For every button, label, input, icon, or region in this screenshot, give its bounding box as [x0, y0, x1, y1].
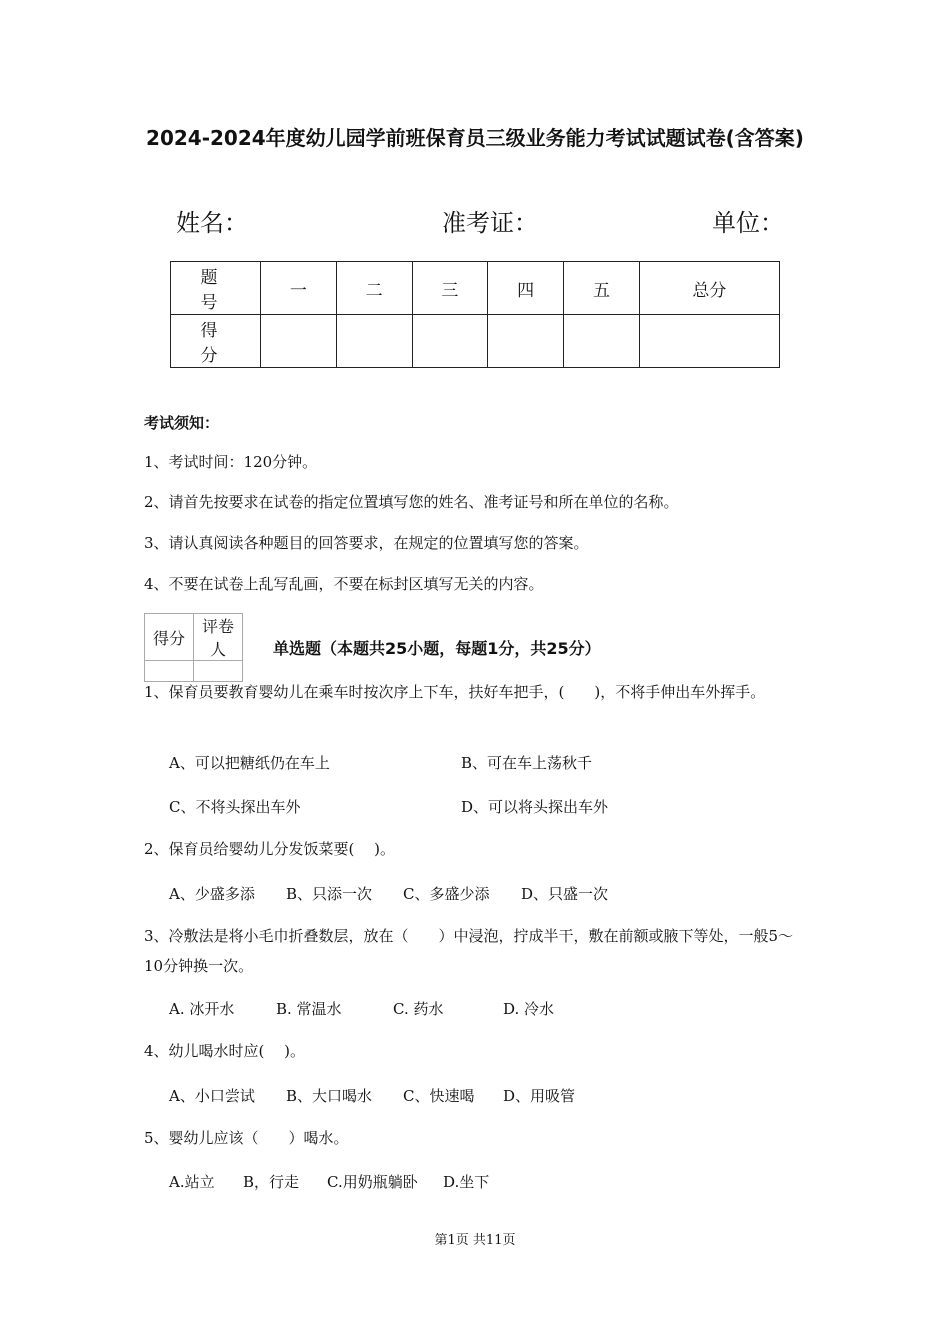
document-title: 2024-2024年度幼儿园学前班保育员三级业务能力考试试题试卷(含答案): [146, 126, 804, 150]
option-b[interactable]: B、只添一次: [286, 885, 373, 903]
name-label: 姓名：: [176, 209, 248, 237]
option-b[interactable]: B、可在车上荡秋千: [461, 754, 593, 772]
exam-id-label: 准考证：: [442, 209, 538, 237]
score-table-cell: 一: [261, 262, 337, 315]
score-table-cell: 四: [488, 262, 564, 315]
question-options: [169, 1171, 489, 1192]
score-table-cell: 题 号: [171, 262, 261, 315]
notice-item: 2、请首先按要求在试卷的指定位置填写您的姓名、准考证号和所在单位的名称。: [144, 493, 679, 511]
option-d[interactable]: D、用吸管: [503, 1087, 576, 1105]
option-a[interactable]: A. 冰开水: [169, 1000, 235, 1018]
grader-score-label: 得分: [145, 614, 194, 661]
option-c[interactable]: C. 药水: [393, 1000, 444, 1018]
option-d[interactable]: D.坐下: [443, 1173, 490, 1191]
grader-name-label: 评卷人: [194, 614, 243, 661]
option-d[interactable]: D. 冷水: [503, 1000, 555, 1018]
score-input-cell[interactable]: [488, 315, 564, 368]
score-table-cell: 得 分: [171, 315, 261, 368]
question-options: [169, 1085, 575, 1106]
option-a[interactable]: A、少盛多添: [169, 885, 255, 903]
option-d[interactable]: D、只盛一次: [521, 885, 609, 903]
question-stem: 1、保育员要教育婴幼儿在乘车时按次序上下车，扶好车把手，( )，不将手伸出车外挥手。: [144, 683, 766, 701]
option-c[interactable]: C.用奶瓶躺卧: [327, 1173, 418, 1191]
option-c[interactable]: C、快速喝: [403, 1087, 475, 1105]
question-stem: 2、保育员给婴幼儿分发饭菜要( )。: [144, 840, 396, 858]
notice-heading: 考试须知：: [144, 414, 220, 432]
question-options: [169, 998, 554, 1019]
option-d[interactable]: D、可以将头探出车外: [461, 798, 609, 816]
score-table-header-row: [171, 262, 780, 315]
section-title: 单选题（本题共25小题，每题1分，共25分）: [273, 639, 601, 658]
option-b[interactable]: B. 常温水: [276, 1000, 342, 1018]
score-table: [170, 261, 780, 368]
option-a[interactable]: A、小口尝试: [169, 1087, 255, 1105]
option-c[interactable]: C、多盛少添: [403, 885, 490, 903]
option-b[interactable]: B，行走: [243, 1173, 300, 1191]
option-a[interactable]: A、可以把糖纸仍在车上: [169, 754, 330, 772]
score-input-cell[interactable]: [639, 315, 779, 368]
option-b[interactable]: B、大口喝水: [286, 1087, 373, 1105]
option-c[interactable]: C、不将头探出车外: [169, 798, 301, 816]
question-options: [169, 796, 608, 817]
score-table-cell: 五: [564, 262, 640, 315]
question-stem: 3、冷敷法是将小毛巾折叠数层，放在（ ）中浸泡，拧成半干，敷在前额或腋下等处，一般5～10分钟换一次。: [144, 927, 794, 975]
unit-label: 单位：: [712, 209, 784, 237]
notice-item: 4、不要在试卷上乱写乱画，不要在标封区填写无关的内容。: [144, 575, 544, 593]
question-stem: 5、婴幼儿应该（ ）喝水。: [144, 1129, 349, 1147]
notice-item: 1、考试时间：120分钟。: [144, 453, 318, 471]
page-footer: 第1页 共11页: [434, 1233, 516, 1248]
question-options: [169, 883, 608, 904]
score-input-cell[interactable]: [564, 315, 640, 368]
option-a[interactable]: A.站立: [169, 1173, 215, 1191]
score-table-cell: 三: [412, 262, 488, 315]
question-stem: 4、幼儿喝水时应( )。: [144, 1042, 306, 1060]
score-table-score-row: [171, 315, 780, 368]
notice-item: 3、请认真阅读各种题目的回答要求，在规定的位置填写您的答案。: [144, 534, 589, 552]
score-input-cell[interactable]: [412, 315, 488, 368]
score-input-cell[interactable]: [336, 315, 412, 368]
score-table-cell: 总分: [639, 262, 779, 315]
grader-box: [144, 613, 243, 682]
question-options: [169, 752, 592, 773]
score-table-cell: 二: [336, 262, 412, 315]
